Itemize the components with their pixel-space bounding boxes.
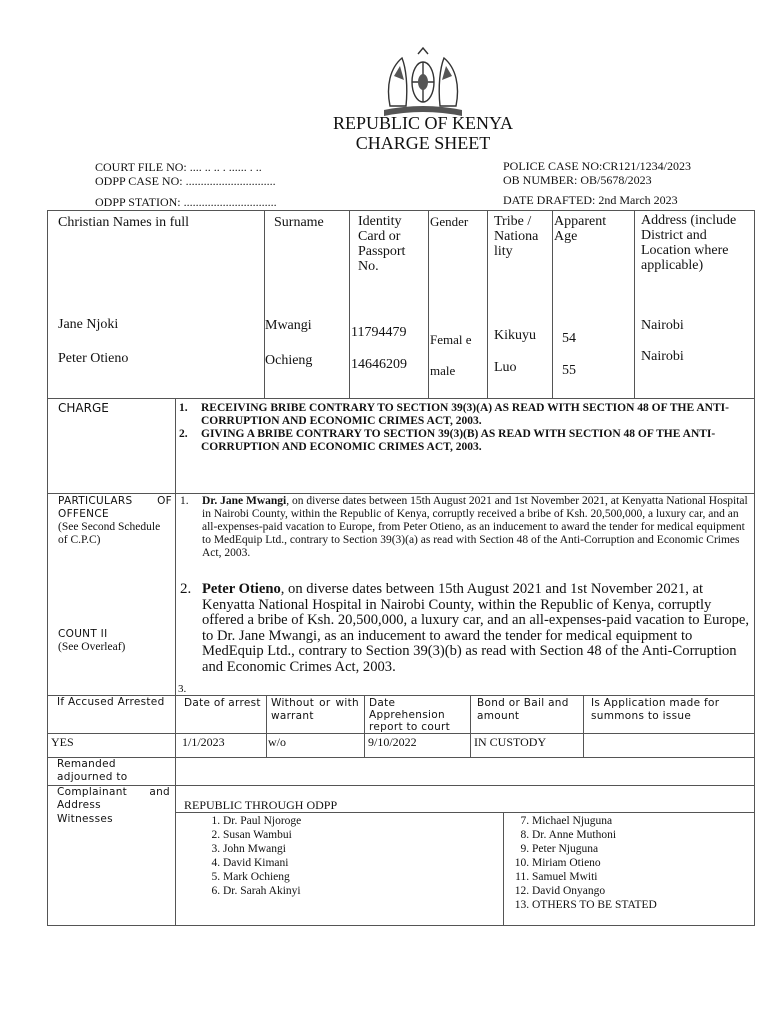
date-drafted: DATE DRAFTED: 2nd March 2023 [503,193,678,207]
header-tribe: Tribe / Nationa lity [494,214,539,259]
accused-1-surname: Mwangi [265,318,312,333]
accused-2-name: Peter Otieno [58,351,129,366]
bond-status: IN CUSTODY [474,735,547,749]
arrest-apprehension-date: 9/10/2022 [368,735,417,749]
republic-title: REPUBLIC OF KENYA [332,113,514,133]
accused-2-surname: Ochieng [265,353,313,368]
odpp-station: ODPP STATION: ............................... [95,195,277,209]
witness-item: 13. OTHERS TO BE STATED [532,898,657,912]
particular-2-text: , on diverse dates between 15th August 2021 and 1st November 2021, at Kenyatta National Hospital in Nairobi County, within the Republic of Kenya, corruptly offered a bribe of Ksh. 20,500,000, a luxury car, and an all-expenses-paid vacation to Europe, to Dr. Jane Mwangi, as an inducement to award the tender for medical equipment to MedEquip Ltd., contrary to Section 39(3)(b) as read with Section 48 of the Anti-Corruption and Economic Crimes Act, 2003. [202,581,750,675]
particular-1-number: 1. [180,495,189,507]
court-file-no: COURT FILE NO: .... .. .. . ...... . .. [95,160,262,174]
accused-1-address: Nairobi [641,318,684,333]
witness-list-left [175,814,301,898]
header-date-of-arrest: Date of arrest [184,697,261,709]
arrest-date: 1/1/2023 [182,735,225,749]
witness-item: 8. Dr. Anne Muthoni [532,828,657,842]
witnesses-label: Witnesses [57,813,113,825]
particular-3-number: 3. [178,683,187,695]
header-identity: Identity Card or Passport No. [358,214,406,274]
witness-item: 12. David Onyango [532,884,657,898]
particular-1 [202,495,750,560]
odpp-case-no: ODPP CASE NO: .............................. [95,174,276,188]
charge-item: 1. RECEIVING BRIBE CONTRARY TO SECTION 39(3)(A) AS READ WITH SECTION 48 OF THE ANTI-CORRUPTION AND ECONOMIC CRIMES ACT, 2003. [179,402,729,427]
witness-list-right [503,814,657,912]
accused-2-address: Nairobi [641,349,684,364]
header-gender: Gender [430,214,469,229]
header-warrant: Without or with warrant [271,697,359,722]
witness-item: 9. Peter Njuguna [532,842,657,856]
header-address: Address (include District and Location where applicable) [641,213,737,273]
header-surname: Surname [274,215,324,230]
witness-item: 6. Dr. Sarah Akinyi [223,884,301,898]
witness-item: 2. Susan Wambui [223,828,301,842]
remanded-label: Remanded adjourned to [57,758,128,783]
accused-2-id: 14646209 [351,357,407,372]
accused-1-gender: Femal e [430,332,472,347]
charge-sheet-title: CHARGE SHEET [355,133,491,153]
header-age: Apparent Age [554,214,607,244]
accused-2-gender: male [430,363,456,378]
coat-of-arms-emblem [380,46,466,120]
witness-item: 11. Samuel Mwiti [532,870,657,884]
particular-1-name: Dr. Jane Mwangi [202,495,287,507]
if-accused-arrested-label: If Accused Arrested [57,696,165,708]
witness-item: 5. Mark Ochieng [223,870,301,884]
count-ii-label: COUNT II [58,628,108,640]
witness-item: 4. David Kimani [223,856,301,870]
accused-1-name: Jane Njoki [58,317,119,332]
particular-1-text: , on diverse dates between 15th August 2021 and 1st November 2021, at Kenyatta National Hospital in Nairobi County, within the Republic of Kenya, corruptly received a bribe of Ksh. 20,500,000, a luxury car, and an all-expenses-paid vacation to Europe, from Peter Otieno, as an inducement to award the tender for medical equipment to MedEquip Ltd., contrary to Section 39(3)(a) as read with Section 48 of the Anti-Corruption and Economic Crimes Act, 2003. [202,495,748,559]
ob-number: OB NUMBER: OB/5678/2023 [503,173,652,187]
witness-item: 7. Michael Njuguna [532,814,657,828]
charge-list [175,402,753,454]
accused-2-age: 55 [562,363,576,378]
charge-item: 2. GIVING A BRIBE CONTRARY TO SECTION 39(3)(B) AS READ WITH SECTION 48 OF THE ANTI-CORRUPTION AND ECONOMIC CRIMES ACT, 2003. [179,428,716,453]
particulars-label: PARTICULARS OF OFFENCE [58,495,172,520]
complainant-label: Complainant and Address [57,786,170,811]
accused-1-id: 11794479 [351,325,407,340]
arrest-warrant: w/o [268,735,286,749]
witness-item: 1. Dr. Paul Njoroge [223,814,301,828]
arrested-yes: YES [51,735,74,749]
police-case-no: POLICE CASE NO:CR121/1234/2023 [503,159,692,173]
charge-label: CHARGE [58,401,109,415]
particular-2-name: Peter Otieno [202,581,281,597]
particulars-sub: (See Second Schedule of C.P.C) [58,521,161,546]
accused-1-age: 54 [562,331,576,346]
particular-2-number: 2. [180,581,192,597]
complainant-value: REPUBLIC THROUGH ODPP [184,798,338,812]
header-bond: Bond or Bail and amount [477,697,569,722]
accused-1-tribe: Kikuyu [494,328,536,343]
header-summons: Is Application made for summons to issue [591,697,720,722]
header-apprehension: Date Apprehension report to court [369,697,451,733]
witness-item: 10. Miriam Otieno [532,856,657,870]
count-ii-sub: (See Overleaf) [58,641,126,653]
accused-2-tribe: Luo [494,360,517,375]
witness-item: 3. John Mwangi [223,842,301,856]
header-christian-names: Christian Names in full [58,215,190,230]
particular-2 [202,582,753,675]
